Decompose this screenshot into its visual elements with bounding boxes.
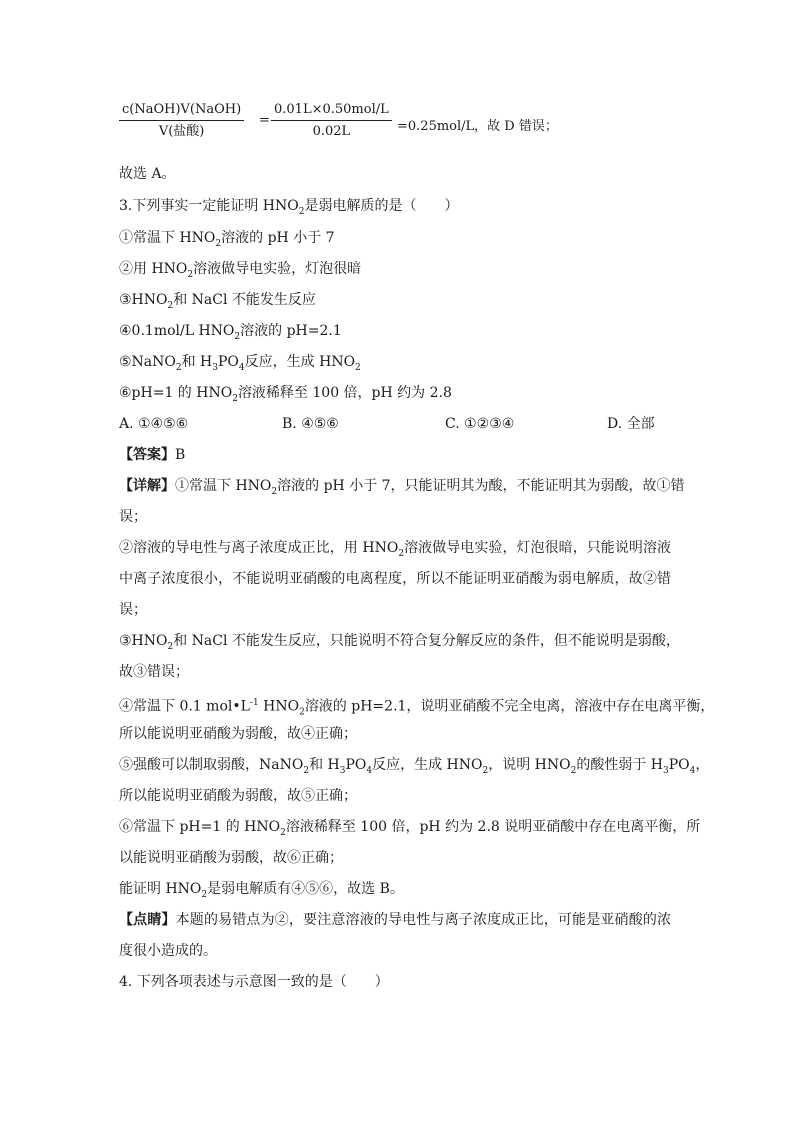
concentration-formula [119,100,679,150]
fraction-1-numerator: c(NaOH)V(NaOH) [119,100,244,121]
key-point: 【点睛】本题的易错点为②，要注意溶液的导电性与离子浓度成正比，可能是亚硝酸的浓 [119,912,672,928]
statement-3: $③HNO_2$和 NaCl 不能发生反应 [119,292,316,311]
equals-sign: = [259,113,270,128]
statement-6: ⑥pH=1 的 $HNO_2$溶液稀释至 100 倍，pH 约为 2.8 [119,385,452,404]
option-b[interactable]: B. ④⑤⑥ [282,416,339,432]
explanation-2: ②溶液的导电性与离子浓度成正比，用 $HNO_2$溶液做导电实验，灯泡很暗，只能说明溶液 [119,540,672,559]
explanation-6-line2: 以能说明亚硝酸为弱酸，故⑥正确； [119,850,343,866]
statement-5: ⑤NaNO$_2$和 $H_3PO_4$反应，生成 $HNO_2$ [119,354,361,373]
fraction-1 [119,100,244,143]
explanation-4: ④常温下 0.1 $mol•L^{-1}$ $HNO_2$溶液的 pH=2.1，说明亚硝酸不完全电离，溶液中存在电离平衡， [119,698,715,718]
explanation-3: $③HNO_2$和 NaCl 不能发生反应，只能说明不符合复分解反应的条件，但不能说明是弱酸， [119,633,680,652]
explanation-tag: 【详解】 [119,478,175,494]
fraction-2-numerator: 0.01L×0.50mol/L [271,100,392,121]
answer-choice-a-line: 故选 A。 [119,166,176,182]
option-c[interactable]: C. ①②③④ [445,416,515,432]
statement-2: ②用 $HNO_2$溶液做导电实验，灯泡很暗 [119,261,362,280]
key-point-line2: 度很小造成的。 [119,943,217,959]
conclusion: 能证明 $HNO_2$是弱电解质有④⑤⑥，故选 B。 [119,881,404,900]
explanation-3-line2: 故③错误； [119,664,189,680]
explanation-2-line2: 中离子浓度很小，不能说明亚硝酸的电离程度，所以不能证明亚硝酸为弱电解质，故②错 [119,571,671,587]
explanation-1: 【详解】①常温下 $HNO_2$溶液的 pH 小于 7，只能证明其为酸，不能证明其为弱酸，故①错 [119,478,685,497]
answer-tag: 【答案】 [119,447,175,463]
explanation-4-line2: 所以能说明亚硝酸为弱酸，故④正确； [119,726,357,742]
option-d[interactable]: D. 全部 [607,416,655,432]
answer-line [119,445,185,465]
option-a[interactable]: A. ①④⑤⑥ [119,416,189,432]
explanation-5-line2: 所以能说明亚硝酸为弱酸，故⑤正确； [119,788,357,804]
formula-result: =0.25mol/L，故 D 错误； [397,119,558,134]
statement-1: ①常温下 $HNO_2$溶液的 pH 小于 7 [119,230,335,249]
answer-value: B [175,447,186,463]
explanation-6: ⑥常温下 pH=1 的 $HNO_2$溶液稀释至 100 倍，pH 约为 2.8 说明亚硝酸中存在电离平衡，所 [119,819,701,838]
statement-4: ④0.1mol/L $HNO_2$溶液的 pH=2.1 [119,323,342,342]
fraction-1-denominator: V(盐酸) [158,124,205,139]
explanation-1-cont: 误； [119,509,147,525]
fraction-2 [271,100,392,143]
question-4-stem: 4. 下列各项表述与示意图一致的是（ ） [119,974,389,990]
explanation-5: ⑤强酸可以制取弱酸，NaNO$_2$和 $H_3PO_4$反应，生成 $HNO_2$，说明 $HNO_2$的酸性弱于 $H_3PO_4$， [119,757,710,776]
explanation-2-line3: 误； [119,602,147,618]
fraction-2-denominator: 0.02L [312,124,351,139]
key-point-tag: 【点睛】 [119,912,176,928]
question-3-stem: 3.下列事实一定能证明 $HNO_2$是弱电解质的是（ ） [119,198,459,217]
